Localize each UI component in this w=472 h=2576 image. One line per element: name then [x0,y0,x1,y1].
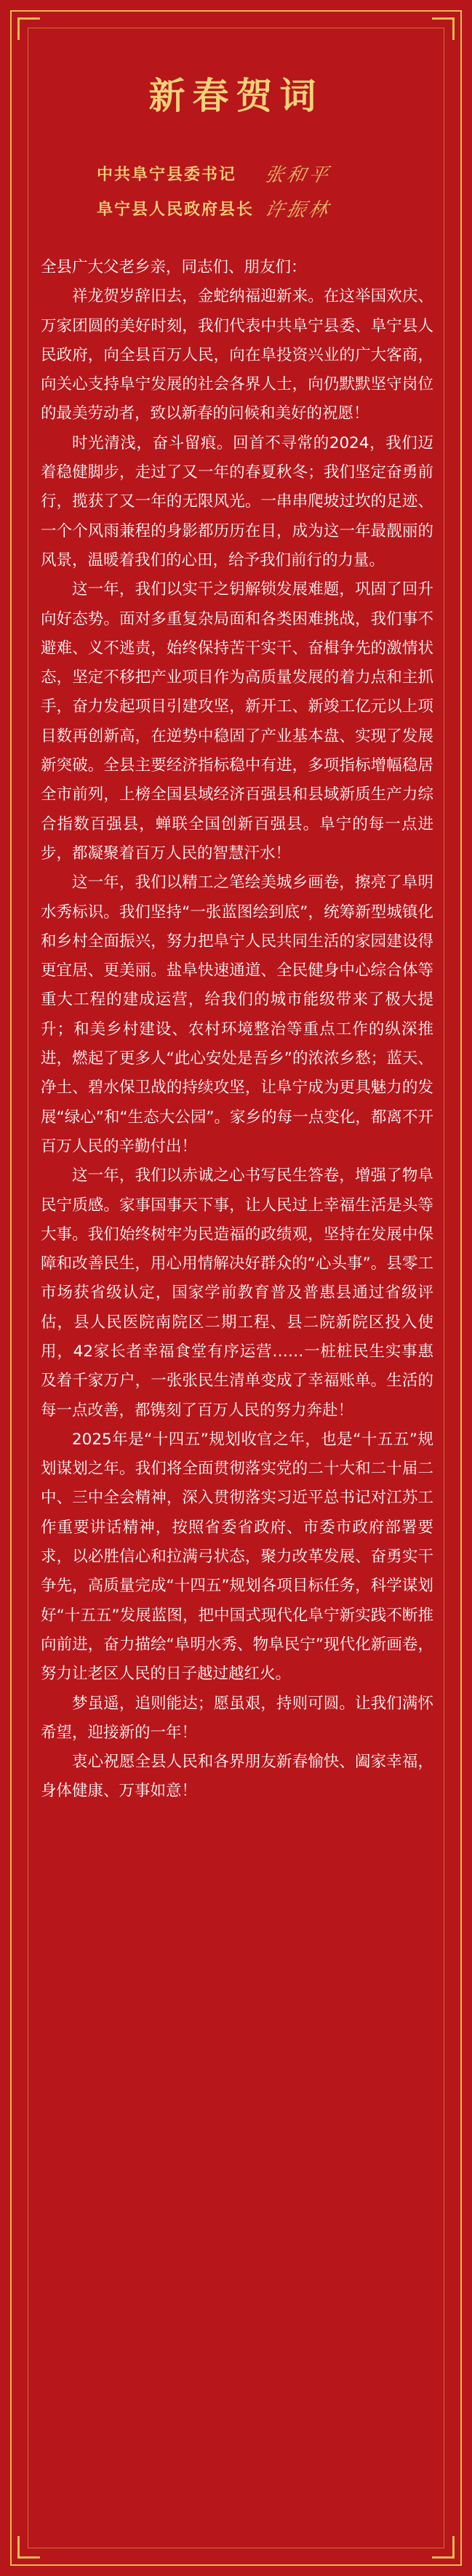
signatory-title: 中共阜宁县委书记 [97,165,237,184]
handwritten-signature: 张和平 [263,164,333,186]
paragraph: 时光清浅，奋斗留痕。回首不寻常的2024，我们迈着稳健脚步，走过了又一年的春夏秋冬；我们坚定奋勇前行，揽获了又一年的无限风光。一串串爬坡过坎的足迹、一个个风雨兼程的身影都历历在目，成为这一年最靓丽的风景，温暖着我们的心田，给予我们前行的力量。 [41,433,433,569]
paragraph: 祥龙贺岁辞旧去，金蛇纳福迎新来。在这举国欢庆、万家团圆的美好时刻，我们代表中共阜宁县委、阜宁县人民政府，向全县百万人民，向在阜投资兴业的广大客商，向关心支持阜宁发展的社会各界人士，向仍默默坚守岗位的最美劳动者，致以新春的问候和美好的祝愿！ [41,287,433,423]
salutation: 全县广大父老乡亲，同志们、朋友们： [41,258,307,276]
signatory-row [97,156,402,191]
paragraph: 2025年是“十四五”规划收官之年，也是“十五五”规划谋划之年。我们将全面贯彻落实党的二十大和二十届二中、三中全会精神，深入贯彻落实习近平总书记对江苏工作重要讲话精神，按照省委省政府、市委市政府部署要求，以必胜信心和拉满弓状态，聚力改革发展、奋勇实干争先，高质量完成“十四五”规划各项目标任务，科学谋划好“十五五”发展蓝图，把中国式现代化阜宁新实践不断推向前进，奋力描绘“阜明水秀、物阜民宁”现代化新画卷，努力让老区人民的日子越过越红火。 [41,1430,433,1684]
paragraph: 这一年，我们以实干之钥解锁发展难题，巩固了回升向好态势。面对多重复杂局面和各类困难挑战，我们事不避难、义不逃责，始终保持苦干实干、奋楫争先的激情状态，坚定不移把产业项目作为高质量发展的着力点和主抓手，奋力发起项目引建攻坚，新开工、新竣工亿元以上项目数再创新高，在逆势中稳固了产业基本盘、实现了发展新突破。全县主要经济指标稳中有进，多项指标增幅稳居全市前列，上榜全国县域经济百强县和县域新质生产力综合指数百强县，蝉联全国创新百强县。阜宁的每一点进步，都凝聚着百万人民的智慧汗水！ [41,580,433,863]
signature-block [97,156,402,225]
signatory-row [97,191,402,225]
corner-ornament-icon [17,17,40,40]
corner-ornament-icon [17,2536,40,2559]
page-title: 新春贺词 [148,75,324,117]
corner-ornament-icon [432,2536,455,2559]
paragraph: 这一年，我们以赤诚之心书写民生答卷，增强了物阜民宁质感。家事国事天下事，让人民过上幸福生活是头等大事。我们始终树牢为民造福的政绩观，坚持在发展中保障和改善民生，用心用情解决好群众的“心头事”。县零工市场获省级认定，国家学前教育普及普惠县通过省级评估，县人民医院南院区二期工程、县二院新院区投入使用，42家长者幸福食堂有序运营……一桩桩民生实事惠及着千家万户，一张张民生清单变成了幸福账单。生活的每一点改善，都镌刻了百万人民的努力奔赴！ [41,1167,433,1420]
greeting-body [41,253,433,1807]
signatory-title: 阜宁县人民政府县长 [97,200,255,219]
paragraph: 这一年，我们以精工之笔绘美城乡画卷，擦亮了阜明水秀标识。我们坚持“一张蓝图绘到底”，统筹新型城镇化和乡村全面振兴，努力把阜宁人民共同生活的家园建设得更宜居、更美丽。盐阜快速通道、全民健身中心综合体等重大工程的建成运营，给我们的城市能级带来了极大提升；和美乡村建设、农村环境整治等重点工作的纵深推进，燃起了更多人“此心安处是吾乡”的浓浓乡愁；蓝天、净土、碧水保卫战的持续攻坚，让阜宁成为更具魅力的发展“绿心”和“生态大公园”。家乡的每一点变化，都离不开百万人民的辛勤付出！ [41,873,433,1156]
corner-ornament-icon [432,17,455,40]
paragraph: 衷心祝愿全县人民和各界朋友新春愉快、阖家幸福，身体健康、万事如意！ [41,1753,433,1801]
paragraph: 梦虽遥，追则能达；愿虽艰，持则可圆。让我们满怀希望，迎接新的一年！ [41,1694,433,1742]
handwritten-signature: 许振林 [263,199,333,221]
